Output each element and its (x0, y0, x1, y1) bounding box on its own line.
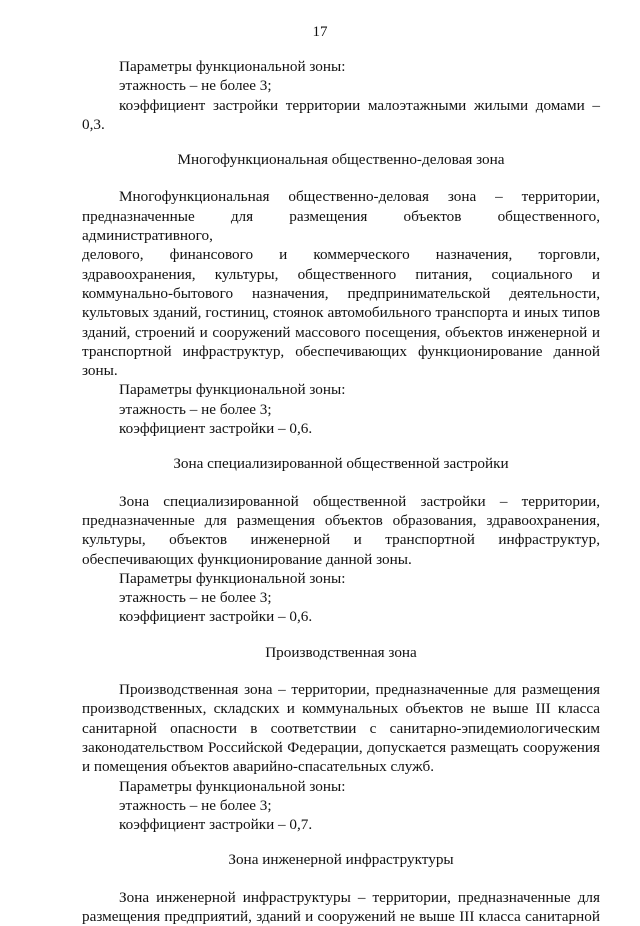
paragraph-line: культовых зданий, гостиниц, стоянок автомобильного транспорта и иных типов (82, 304, 600, 322)
paragraph-line: обеспечивающих функционирование данной зоны. (82, 550, 412, 568)
heading-business-zone: Многофункциональная общественно-деловая зона (177, 151, 505, 169)
paragraph-engineering-zone (82, 888, 600, 926)
paragraph-line: производственных, складских и коммунальных объектов не выше III класса (82, 700, 600, 718)
paragraph-line: санитарной опасности в соответствии с санитарно-эпидемиологическим (82, 719, 600, 737)
floors-param: этажность – не более 3; (119, 796, 272, 814)
heading-special-zone: Зона специализированной общественной застройки (173, 455, 509, 473)
coef-param: коэффициент застройки – 0,6. (119, 420, 313, 438)
paragraph-line: зданий, строений и сооружений массового посещения, объектов инженерной и (82, 323, 600, 341)
paragraph-industrial-zone (82, 680, 600, 776)
paragraph-line: законодательством Российской Федерации, допускается размещать сооружения (82, 738, 600, 756)
document-body (82, 57, 600, 926)
paragraph-line: Многофункциональная общественно-деловая зона – территории, (119, 188, 600, 206)
paragraph-line: Зона специализированной общественной застройки – территории, (119, 492, 600, 510)
paragraph-line: здравоохранения, культуры, общественного питания, социального и (82, 265, 600, 283)
paragraph-line: Производственная зона – территории, предназначенные для размещения (119, 681, 600, 699)
paragraph-line: и помещения объектов аварийно-спасательных служб. (82, 758, 434, 776)
paragraph-line: предназначенные для размещения объектов образования, здравоохранения, (82, 511, 600, 529)
coef-param: коэффициент застройки – 0,6. (119, 608, 313, 626)
params-label: Параметры функциональной зоны: (119, 569, 346, 587)
paragraph-line: коммунально-бытового назначения, предпринимательской деятельности, (82, 284, 600, 302)
paragraph-line: зоны. (82, 362, 118, 380)
params-label: Параметры функциональной зоны: (119, 777, 346, 795)
paragraph-line: культуры, объектов инженерной и транспортной инфраструктур, (82, 531, 600, 549)
floors-param: этажность – не более 3; (119, 589, 272, 607)
paragraph-line: предназначенные для размещения объектов общественного, административного, (82, 207, 600, 245)
floors-param: этажность – не более 3; (119, 77, 272, 95)
params-label: Параметры функциональной зоны: (119, 381, 346, 399)
page-number: 17 (312, 24, 328, 40)
paragraph-business-zone (82, 187, 600, 380)
coef-param-line-2: 0,3. (82, 115, 105, 133)
heading-industrial-zone: Производственная зона (265, 643, 417, 661)
heading-engineering-zone: Зона инженерной инфраструктуры (228, 851, 454, 869)
coef-param-line-1: коэффициент застройки территории малоэтажными жилыми домами – (119, 96, 600, 114)
paragraph-line: Зона инженерной инфраструктуры – территории, предназначенные для (119, 888, 600, 906)
coef-param: коэффициент застройки – 0,7. (119, 816, 313, 834)
paragraph-line: делового, финансового и коммерческого назначения, торговли, (82, 246, 600, 264)
paragraph-line: размещения предприятий, зданий и сооружений не выше III класса санитарной (82, 907, 600, 925)
floors-param: этажность – не более 3; (119, 400, 272, 418)
paragraph-special-zone (82, 492, 600, 569)
paragraph-line: транспортной инфраструктур, обеспечивающих функционирование данной (82, 342, 600, 360)
params-label: Параметры функциональной зоны: (119, 58, 346, 75)
